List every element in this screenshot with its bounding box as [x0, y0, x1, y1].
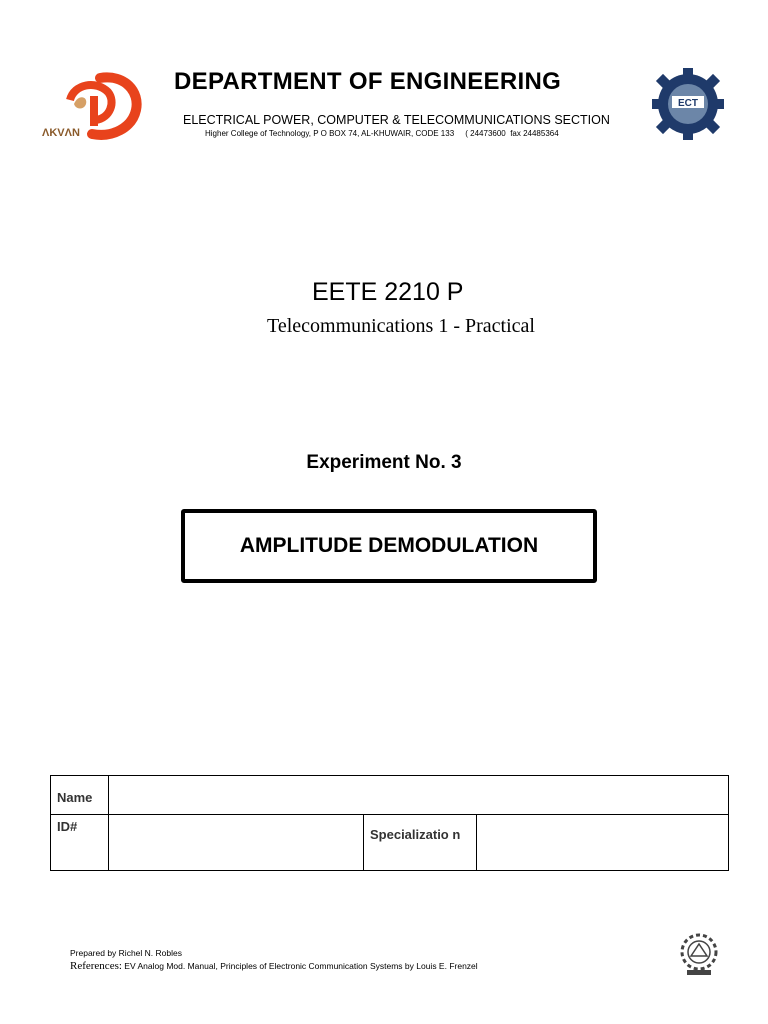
- experiment-number: Experiment No. 3: [306, 452, 462, 473]
- section-title: ELECTRICAL POWER, COMPUTER & TELECOMMUNICATIONS SECTION: [183, 113, 610, 127]
- svg-text:ΛKVΛN: ΛKVΛN: [42, 127, 80, 139]
- address-line: Higher College of Technology, P O BOX 74, AL-KHUWAIR, CODE 133 ( 24473600 fax 24485364: [205, 129, 559, 138]
- prepared-by: Prepared by Richel N. Robles: [70, 948, 182, 958]
- svg-text:ECT: ECT: [678, 98, 698, 109]
- specialization-label: Specializatio n: [364, 815, 477, 871]
- student-info-table: [50, 775, 729, 871]
- college-seal-icon: [677, 930, 721, 978]
- ect-gear-logo: [648, 66, 728, 142]
- references: [70, 960, 478, 972]
- references-label: References:: [70, 960, 122, 972]
- specialization-field[interactable]: [477, 815, 729, 871]
- course-name: Telecommunications 1 - Practical: [267, 315, 535, 337]
- name-field[interactable]: [109, 776, 729, 815]
- id-field[interactable]: [109, 815, 364, 871]
- experiment-title-box: [181, 509, 597, 583]
- experiment-title: AMPLITUDE DEMODULATION: [239, 534, 539, 557]
- id-label: ID#: [51, 815, 109, 871]
- references-text: EV Analog Mod. Manual, Principles of Electronic Communication Systems by Louis E. Frenzel: [121, 961, 478, 971]
- department-title: DEPARTMENT OF ENGINEERING: [174, 68, 562, 95]
- name-label: Name: [51, 776, 109, 815]
- course-code: EETE 2210 P: [312, 278, 464, 306]
